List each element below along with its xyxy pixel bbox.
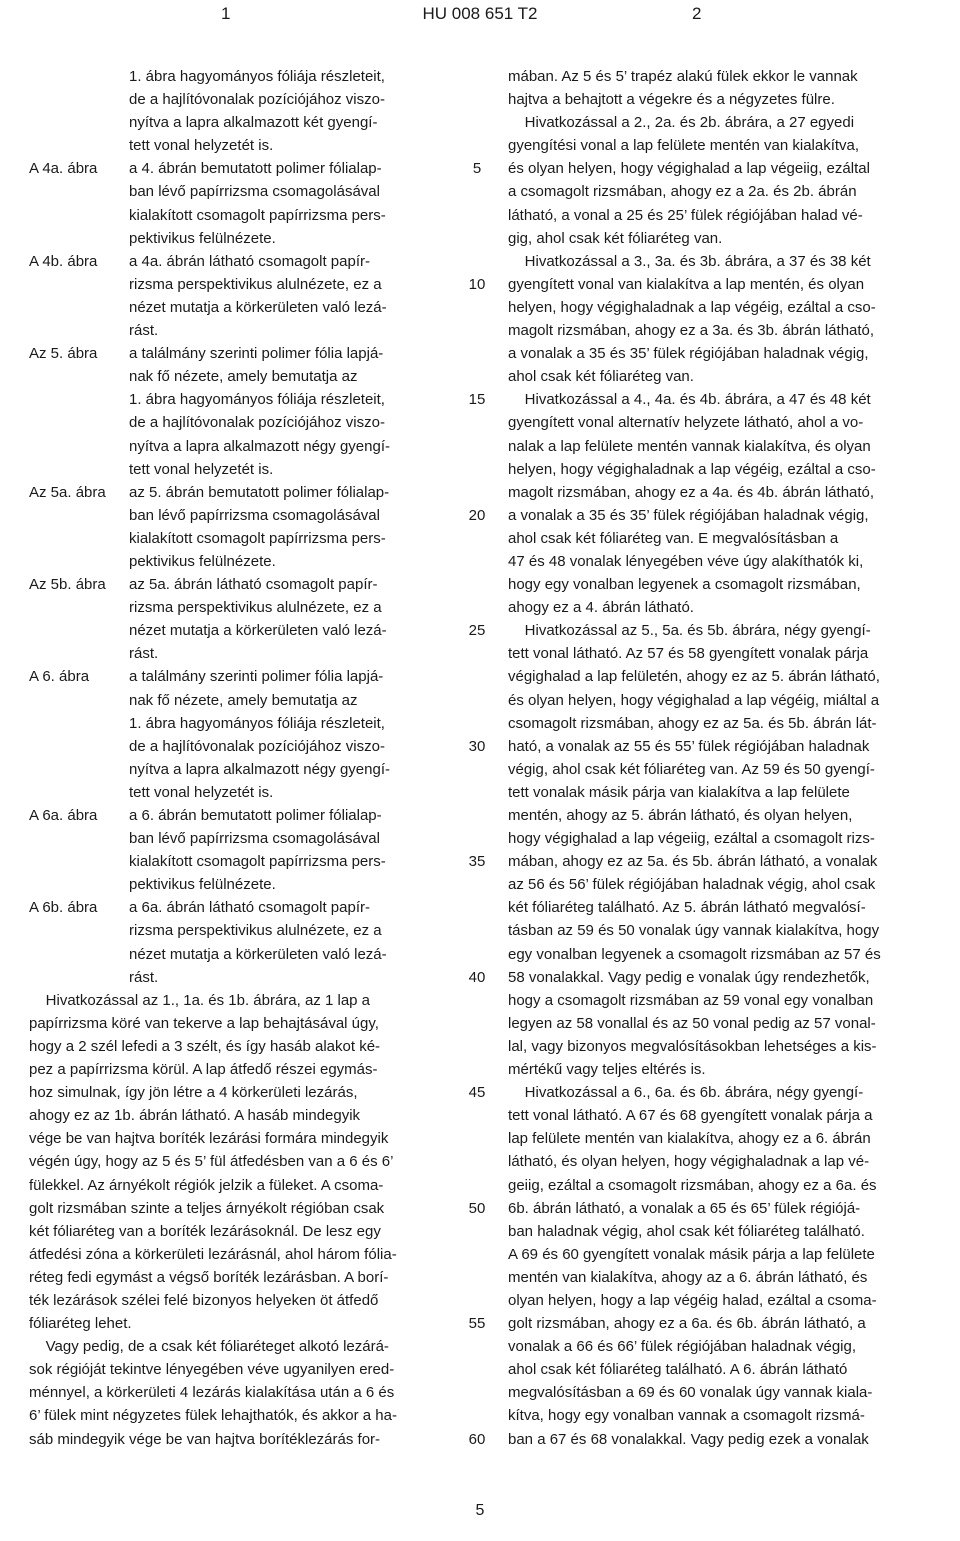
- left-line-text: rizsma perspektivikus alulnézete, ez a: [129, 922, 382, 940]
- right-line: csomagolt rizsmában, ahogy ez az 5a. és 5b. ábrán lát-: [508, 714, 877, 732]
- left-line: [29, 966, 455, 989]
- header-document-id: HU 008 651 T2: [422, 4, 538, 23]
- left-line-text: de a hajlítóvonalak pozíciójához viszo-: [129, 91, 385, 109]
- right-line: hogy a csomagolt rizsmában az 59 vonal egy vonalban: [508, 991, 874, 1009]
- right-line: geiig, ezáltal a csomagolt rizsmában, ahogy ez a 6a. és: [508, 1176, 877, 1194]
- left-line-text: ahogy ez az 1b. ábrán látható. A hasáb mindegyik: [29, 1107, 361, 1125]
- left-line-text: rizsma perspektivikus alulnézete, ez a: [129, 599, 382, 617]
- right-column: [508, 65, 960, 1451]
- left-line: [29, 827, 455, 850]
- line-number: 60: [468, 1430, 486, 1448]
- line-number: 15: [468, 391, 486, 409]
- left-line-text: nak fő nézete, amely bemutatja az: [129, 368, 358, 386]
- left-line-text: 6’ fülek mint négyzetes fülek lehajthatók, és akkor a ha-: [29, 1407, 397, 1425]
- right-line: végighalad a lap felületén, ahogy ez az 5. ábrán látható,: [508, 668, 880, 686]
- left-line-text: vége be van hajtva boríték lezárási formára mindegyik: [29, 1130, 389, 1148]
- right-line: hogy egy vonalban legyenek a csomagolt rizsmában,: [508, 576, 861, 594]
- left-line: [29, 642, 455, 665]
- left-line: [29, 665, 455, 688]
- left-line-text: réteg fedi egymást a végső boríték lezárásban. A borí-: [29, 1268, 389, 1286]
- right-line: a vonalak a 35 és 35’ fülek régiójában haladnak végig,: [508, 506, 869, 524]
- left-line: [29, 1174, 455, 1197]
- right-line: ahol csak két fóliaréteg van.: [508, 368, 694, 386]
- page-header: [0, 0, 960, 30]
- right-line: látható, a vonal a 25 és 25’ fülek régiójában halad vé-: [508, 206, 863, 224]
- left-line-text: nak fő nézete, amely bemutatja az: [129, 691, 358, 709]
- left-line-text: a találmány szerinti polimer fólia lapjá-: [129, 345, 384, 363]
- left-line: [29, 1335, 455, 1358]
- left-line: [29, 712, 455, 735]
- right-line: végig, ahol csak két fóliaréteg van. Az 59 és 50 gyengí-: [508, 760, 875, 778]
- left-line: [29, 204, 455, 227]
- right-line: gyengített vonal alternatív helyzete látható, ahol a vo-: [508, 414, 864, 432]
- left-line-text: ban lévő papírrizsma csomagolásával: [129, 506, 380, 524]
- left-line-text: rást.: [129, 322, 159, 340]
- left-line: [29, 111, 455, 134]
- right-line: Hivatkozással a 6., 6a. és 6b. ábrára, négy gyengí-: [508, 1084, 864, 1102]
- left-line: [29, 435, 455, 458]
- left-line: [29, 758, 455, 781]
- left-line: [29, 873, 455, 896]
- left-line: [29, 1127, 455, 1150]
- left-line: [29, 527, 455, 550]
- left-line-text: 1. ábra hagyományos fóliája részleteit,: [129, 68, 385, 85]
- figure-label: Az 5a. ábra: [29, 483, 106, 501]
- line-number: 35: [468, 853, 486, 871]
- left-line: [29, 273, 455, 296]
- left-line-text: a 6a. ábrán látható csomagolt papír-: [129, 899, 370, 917]
- right-line: és olyan helyen, hogy végighalad a lap végéig, miáltal a: [508, 691, 880, 709]
- line-number: 50: [468, 1199, 486, 1217]
- left-line-text: nézet mutatja a körkerületen való lezá-: [129, 298, 387, 316]
- right-line: a vonalak a 35 és 35’ fülek régiójában haladnak végig,: [508, 345, 869, 363]
- left-line: [29, 388, 455, 411]
- left-line-text: tett vonal helyzetét is.: [129, 460, 274, 478]
- right-line: ban haladnak végig, ahol csak két fóliaréteg található.: [508, 1222, 865, 1240]
- left-line: [29, 1358, 455, 1381]
- right-line: olyan helyen, hogy a lap végéig halad, ezáltal a csoma-: [508, 1291, 877, 1309]
- left-line: [29, 365, 455, 388]
- right-line: két fóliaréteg található. Az 5. ábrán látható megvalósí-: [508, 899, 866, 917]
- left-line-text: golt rizsmában szinte a teljes árnyékolt régióban csak: [29, 1199, 385, 1217]
- right-line: golt rizsmában, ahogy ez a 6a. és 6b. ábrán látható, a: [508, 1315, 866, 1333]
- left-line: [29, 804, 455, 827]
- left-line-text: pektivikus felülnézete.: [129, 876, 276, 894]
- right-line: hajtva a behajtott a végekre és a négyzetes fülre.: [508, 91, 835, 109]
- left-line: [29, 850, 455, 873]
- left-line-text: de a hajlítóvonalak pozíciójához viszo-: [129, 414, 385, 432]
- line-number: 5: [472, 160, 482, 178]
- left-line: [29, 781, 455, 804]
- figure-label: A 6. ábra: [29, 668, 90, 686]
- left-line-text: a 4. ábrán bemutatott polimer fólialap-: [129, 160, 382, 178]
- left-line-text: rást.: [129, 645, 159, 663]
- left-line-text: nyítva a lapra alkalmazott két gyengí-: [129, 114, 378, 132]
- right-line: legyen az 58 vonallal és az 50 vonal pedig az 57 vonal-: [508, 1014, 876, 1032]
- line-number: 30: [468, 737, 486, 755]
- left-line-text: a találmány szerinti polimer fólia lapjá-: [129, 668, 384, 686]
- right-line: tett vonalak másik párja van kialakítva a lap felülete: [508, 783, 850, 801]
- header-right-page-number: 2: [692, 4, 702, 23]
- right-line: Hivatkozással a 2., 2a. és 2b. ábrára, a 27 egyedi: [508, 114, 855, 132]
- left-line-text: az 5a. ábrán látható csomagolt papír-: [129, 576, 378, 594]
- left-line: [29, 504, 455, 527]
- right-line: gyengített vonal van kialakítva a lap mentén, és olyan: [508, 275, 865, 293]
- left-line-text: ménnyel, a körkerületi 4 lezárás kialakítása után a 6 és: [29, 1384, 395, 1402]
- left-line: [29, 1104, 455, 1127]
- left-line: [29, 250, 455, 273]
- left-line-text: kialakított csomagolt papírrizsma pers-: [129, 529, 386, 547]
- right-line: magolt rizsmában, ahogy ez a 3a. és 3b. ábrán látható,: [508, 322, 875, 340]
- left-line-text: rást.: [129, 968, 159, 986]
- left-line-text: ban lévő papírrizsma csomagolásával: [129, 183, 380, 201]
- right-line: egy vonalban legyenek a csomagolt rizsmában az 57 és: [508, 945, 881, 963]
- left-line: [29, 342, 455, 365]
- line-number: 45: [468, 1084, 486, 1102]
- left-line-text: nézet mutatja a körkerületen való lezá-: [129, 945, 387, 963]
- left-line: [29, 65, 455, 88]
- left-column: [29, 65, 455, 1451]
- right-line: és olyan helyen, hogy végighalad a lap végeiig, ezáltal: [508, 160, 870, 178]
- figure-label: A 4a. ábra: [29, 160, 98, 178]
- left-line-text: pektivikus felülnézete.: [129, 229, 276, 247]
- left-line: [29, 319, 455, 342]
- right-line: mában, ahogy ez az 5a. és 5b. ábrán látható, a vonalak: [508, 853, 878, 871]
- left-line-text: rizsma perspektivikus alulnézete, ez a: [129, 275, 382, 293]
- left-line-text: Hivatkozással az 1., 1a. és 1b. ábrára, az 1 lap a: [29, 991, 371, 1009]
- right-line: helyen, hogy végighaladnak a lap végéig, ezáltal a cso-: [508, 460, 876, 478]
- right-line: helyen, hogy végighaladnak a lap végéig, ezáltal a cso-: [508, 298, 876, 316]
- left-line: [29, 1266, 455, 1289]
- right-line: megvalósításban a 69 és 60 vonalak úgy vannak kiala-: [508, 1384, 873, 1402]
- right-line: mértékű vagy teljes eltérés is.: [508, 1061, 706, 1079]
- left-line: [29, 689, 455, 712]
- left-line: [29, 550, 455, 573]
- left-line: [29, 1220, 455, 1243]
- right-line: látható, és olyan helyen, hogy végighaladnak a lap vé-: [508, 1153, 870, 1171]
- figure-label: Az 5. ábra: [29, 345, 98, 363]
- left-line: [29, 1058, 455, 1081]
- left-line-text: pez a papírrizsma körül. A lap átfedő részei egymás-: [29, 1061, 378, 1079]
- left-line-text: hoz simulnak, így jön létre a 4 körkerületi lezárás,: [29, 1084, 358, 1102]
- left-line: [29, 458, 455, 481]
- right-line: mentén van kialakítva, ahogy az a 6. ábrán látható, és: [508, 1268, 868, 1286]
- right-line: ahol csak két fóliaréteg van. E megvalósításban a: [508, 529, 839, 547]
- left-line-text: a 6. ábrán bemutatott polimer fólialap-: [129, 807, 382, 824]
- left-line-text: ban lévő papírrizsma csomagolásával: [129, 830, 380, 848]
- left-line-text: átfedési zóna a körkerületi lezárásnál, ahol három fólia-: [29, 1245, 397, 1263]
- right-line: tett vonal látható. A 67 és 68 gyengített vonalak párja a: [508, 1107, 873, 1125]
- left-line: [29, 1312, 455, 1335]
- right-line: tásban az 59 és 50 vonalak úgy vannak kialakítva, hogy: [508, 922, 880, 940]
- left-line-text: hogy a 2 szél lefedi a 3 szélt, és így hasáb alakot ké-: [29, 1037, 381, 1055]
- right-line: 6b. ábrán látható, a vonalak a 65 és 65’ fülek régiójá-: [508, 1199, 861, 1217]
- right-line: magolt rizsmában, ahogy ez a 4a. és 4b. ábrán látható,: [508, 483, 875, 501]
- right-line: lal, vagy bizonyos megvalósításokban lehetséges a kis-: [508, 1037, 877, 1055]
- line-number: 20: [468, 506, 486, 524]
- left-line-text: nyítva a lapra alkalmazott négy gyengí-: [129, 760, 390, 778]
- line-number: 55: [468, 1315, 486, 1333]
- left-line: [29, 1150, 455, 1173]
- left-line: [29, 180, 455, 203]
- right-line: ban a 67 és 68 vonalakkal. Vagy pedig ezek a vonalak: [508, 1430, 869, 1448]
- left-line-text: az 5. ábrán bemutatott polimer fólialap-: [129, 483, 390, 501]
- left-line: [29, 134, 455, 157]
- right-line: A 69 és 60 gyengített vonalak másik párja a lap felülete: [508, 1245, 875, 1263]
- left-line-text: sáb mindegyik vége be van hajtva borítéklezárás for-: [29, 1430, 381, 1448]
- header-left-page-number: 1: [221, 4, 231, 23]
- left-line: [29, 1012, 455, 1035]
- left-line: [29, 1243, 455, 1266]
- left-line: [29, 989, 455, 1012]
- left-line: [29, 619, 455, 642]
- left-line: [29, 596, 455, 619]
- left-line: [29, 227, 455, 250]
- left-line: [29, 1081, 455, 1104]
- right-line: kítva, hogy egy vonalban vannak a csomagolt rizsmá-: [508, 1407, 865, 1425]
- left-line-text: kialakított csomagolt papírrizsma pers-: [129, 853, 386, 871]
- line-number: 10: [468, 275, 486, 293]
- left-line-text: a 4a. ábrán látható csomagolt papír-: [129, 252, 370, 270]
- right-line: az 56 és 56’ fülek régiójában haladnak végig, ahol csak: [508, 876, 876, 894]
- right-line: ahol csak két fóliaréteg található. A 6. ábrán látható: [508, 1361, 848, 1379]
- left-line: [29, 481, 455, 504]
- figure-label: A 4b. ábra: [29, 252, 98, 270]
- left-line-text: ték lezárások szélei felé bizonyos helyeken öt átfedő: [29, 1291, 379, 1309]
- right-line: nalak a lap felülete mentén vannak kialakítva, és olyan: [508, 437, 871, 455]
- left-line: [29, 157, 455, 180]
- left-line: [29, 1428, 455, 1451]
- right-line: Hivatkozással a 3., 3a. és 3b. ábrára, a 37 és 38 két: [508, 252, 871, 270]
- right-line: Hivatkozással a 4., 4a. és 4b. ábrára, a 47 és 48 két: [508, 391, 871, 409]
- left-line: [29, 1381, 455, 1404]
- left-line-text: tett vonal helyzetét is.: [129, 783, 274, 801]
- left-line-text: nézet mutatja a körkerületen való lezá-: [129, 622, 387, 640]
- figure-label: Az 5b. ábra: [29, 576, 106, 594]
- right-line: gig, ahol csak két fóliaréteg van.: [508, 229, 723, 247]
- left-line: [29, 943, 455, 966]
- left-line-text: pektivikus felülnézete.: [129, 552, 276, 570]
- left-line: [29, 296, 455, 319]
- right-line: vonalak a 66 és 66’ fülek régiójában haladnak végig,: [508, 1338, 857, 1356]
- right-line: a csomagolt rizsmában, ahogy ez a 2a. és 2b. ábrán: [508, 183, 857, 201]
- left-line: [29, 1289, 455, 1312]
- left-line-text: 1. ábra hagyományos fóliája részleteit,: [129, 391, 385, 409]
- right-line: Hivatkozással az 5., 5a. és 5b. ábrára, négy gyengí-: [508, 622, 871, 640]
- right-line: mában. Az 5 és 5’ trapéz alakú fülek ekkor le vannak: [508, 68, 858, 85]
- line-number: 40: [468, 968, 486, 986]
- right-line: hogy végighalad a lap végeiig, ezáltal a csomagolt rizs-: [508, 830, 875, 848]
- right-line: mentén, ahogy az 5. ábrán látható, és olyan helyen,: [508, 807, 853, 824]
- left-line-text: végén úgy, hogy az 5 és 5’ fül átfedésben van a 6 és 6’: [29, 1153, 394, 1171]
- left-line: [29, 896, 455, 919]
- left-line: [29, 919, 455, 942]
- left-line-text: papírrizsma köré van tekerve a lap behajtásával úgy,: [29, 1014, 379, 1032]
- left-line: [29, 1404, 455, 1427]
- right-line: gyengítési vonal a lap felülete mentén van kialakítva,: [508, 137, 860, 155]
- left-line-text: nyítva a lapra alkalmazott négy gyengí-: [129, 437, 390, 455]
- left-line: [29, 1197, 455, 1220]
- left-line: [29, 573, 455, 596]
- right-line: tett vonal látható. Az 57 és 58 gyengített vonalak párja: [508, 645, 869, 663]
- left-line-text: Vagy pedig, de a csak két fóliaréteget alkotó lezárá-: [29, 1338, 389, 1356]
- left-line: [29, 411, 455, 434]
- figure-label: A 6a. ábra: [29, 807, 98, 824]
- left-line-text: 1. ábra hagyományos fóliája részleteit,: [129, 714, 385, 732]
- left-line-text: fóliaréteg lehet.: [29, 1315, 132, 1333]
- left-line: [29, 1035, 455, 1058]
- left-line-text: két fóliaréteg van a boríték lezárásoknál. De lesz egy: [29, 1222, 381, 1240]
- left-line-text: kialakított csomagolt papírrizsma pers-: [129, 206, 386, 224]
- right-line: lap felülete mentén van kialakítva, ahogy ez a 6. ábrán: [508, 1130, 871, 1148]
- left-line-text: de a hajlítóvonalak pozíciójához viszo-: [129, 737, 385, 755]
- left-line-text: tett vonal helyzetét is.: [129, 137, 274, 155]
- left-line: [29, 735, 455, 758]
- left-line-text: sok régióját tekintve lényegében véve ugyanilyen ered-: [29, 1361, 395, 1379]
- line-number: 25: [468, 622, 486, 640]
- right-line: 58 vonalakkal. Vagy pedig e vonalak úgy rendezhetők,: [508, 968, 870, 986]
- right-line: ahogy ez a 4. ábrán látható.: [508, 599, 694, 617]
- left-line: [29, 88, 455, 111]
- left-line-text: fülekkel. Az árnyékolt régiók jelzik a füleket. A csoma-: [29, 1176, 384, 1194]
- right-line: 47 és 48 vonalak lényegében véve úgy alakíthatók ki,: [508, 552, 864, 570]
- figure-label: A 6b. ábra: [29, 899, 98, 917]
- page-number: 5: [475, 1502, 485, 1519]
- right-line: ható, a vonalak az 55 és 55’ fülek régiójában haladnak: [508, 737, 870, 755]
